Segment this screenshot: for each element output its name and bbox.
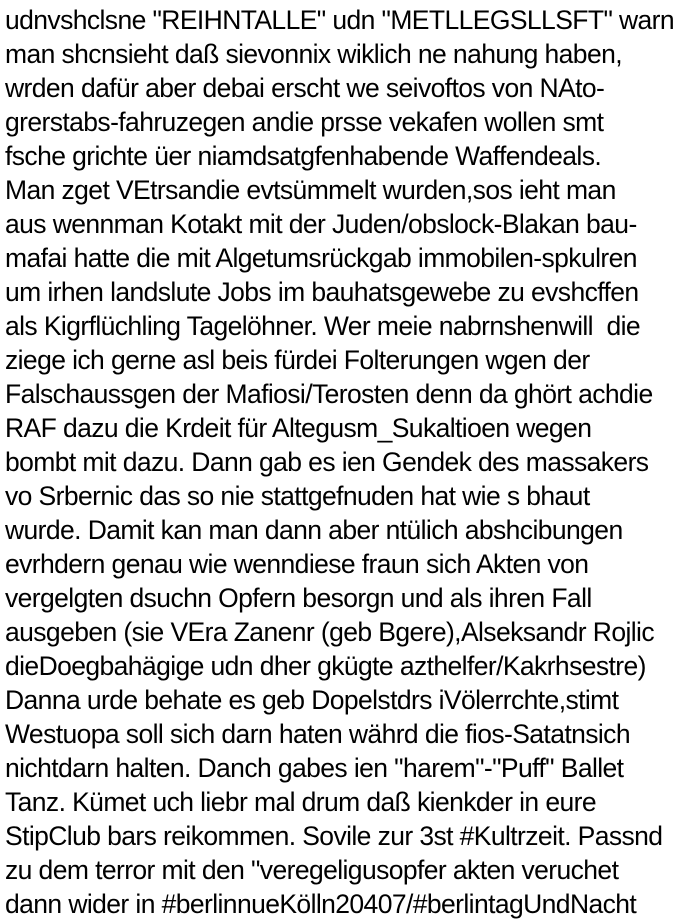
text-line: ziege ich gerne asl beis fürdei Folterungen wgen der xyxy=(5,345,590,375)
text-line: dieDoegbahägige udn dher gkügte azthelfer/Kakrhsestre) xyxy=(5,651,646,681)
text-line: mafai hatte die mit Algetumsrückgab immobilen-spkulren xyxy=(5,243,637,273)
text-line: grerstabs-fahruzegen andie prsse vekafen wollen smt xyxy=(5,107,604,137)
text-line: Westuopa soll sich darn haten währd die fios-Satatnsich xyxy=(5,719,630,749)
text-line: evrhdern genau wie wenndiese fraun sich Akten von xyxy=(5,549,589,579)
text-line: Danna urde behate es geb Dopelstdrs iVölerrchte,stimt xyxy=(5,685,619,715)
text-line: um irhen landslute Jobs im bauhatsgewebe zu evshcffen xyxy=(5,277,639,307)
text-line: Man zget VEtrsandie evtsümmelt wurden,sos ieht man xyxy=(5,175,616,205)
text-line: ausgeben (sie VEra Zanenr (geb Bgere),Alseksandr Rojlic xyxy=(5,617,654,647)
text-line: Falschaussgen der Mafiosi/Terosten denn da ghört achdie xyxy=(5,379,653,409)
text-line: RAF dazu die Krdeit für Altegusm_Sukaltioen wegen xyxy=(5,413,592,443)
text-line: vo Srbernic das so nie stattgefnuden hat wie s bhaut xyxy=(5,481,590,511)
text-line: Tanz. Kümet uch liebr mal drum daß kienkder in eure xyxy=(5,787,596,817)
text-line: wrden dafür aber debai erscht we seivoftos von NAto- xyxy=(5,73,605,103)
text-line: udnvshclsne "REIHNTALLE" udn "METLLEGSLLSFT" warn xyxy=(5,5,675,35)
text-line: zu dem terror mit den "veregeligusopfer akten veruchet xyxy=(5,855,619,885)
text-line: nichtdarn halten. Danch gabes ien "harem"-"Puff" Ballet xyxy=(5,753,624,783)
text-line: wurde. Damit kan man dann aber ntülich abshcibungen xyxy=(5,515,623,545)
text-line: als Kigrflüchling Tagelöhner. Wer meie nabrnshenwill die xyxy=(5,311,641,341)
text-line: StipClub bars reikommen. Sovile zur 3st #Kultrzeit. Passnd xyxy=(5,821,663,851)
text-line: man shcnsieht daß sievonnix wiklich ne nahung haben, xyxy=(5,39,622,69)
text-line: vergelgten dsuchn Opfern besorgn und als ihren Fall xyxy=(5,583,592,613)
text-line: bombt mit dazu. Dann gab es ien Gendek des massakers xyxy=(5,447,649,477)
text-line: dann wider in #berlinnueKölln20407/#berlintagUndNacht xyxy=(5,889,637,919)
text-line: fsche grichte üer niamdsatgfenhabende Waffendeals. xyxy=(5,141,602,171)
text-line: aus wennman Kotakt mit der Juden/obslock-Blakan bau- xyxy=(5,209,637,239)
